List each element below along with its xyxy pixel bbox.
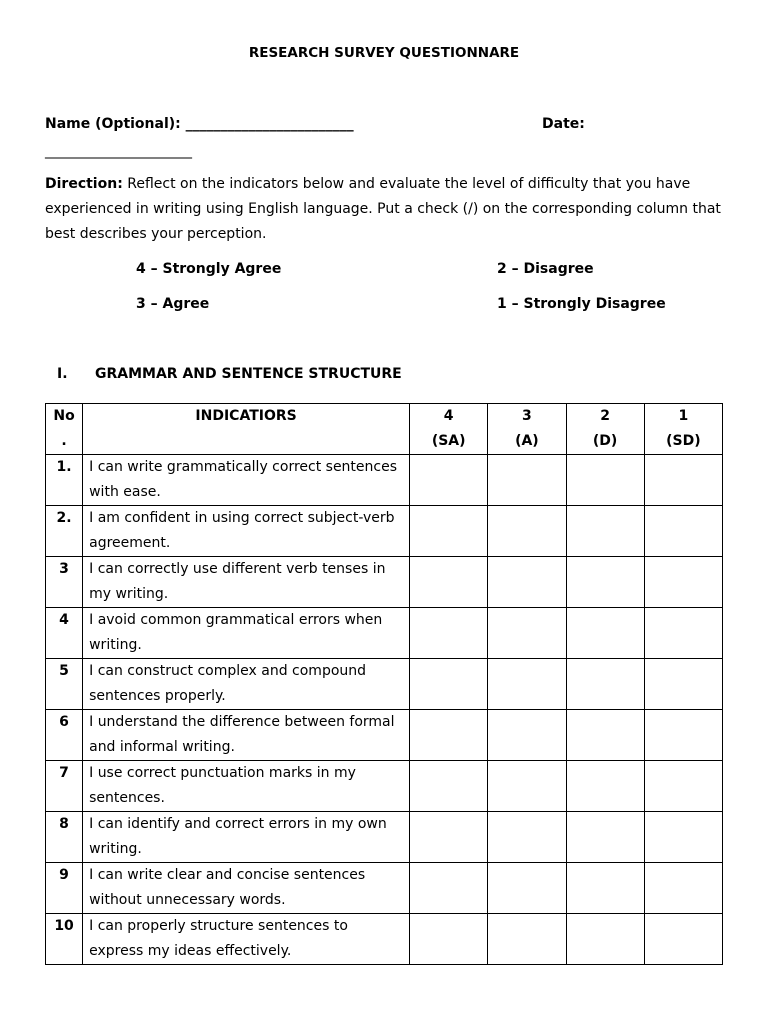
table-header-row [46, 404, 723, 455]
row-number: 10 [46, 914, 83, 965]
check-cell-strongly-agree[interactable] [410, 659, 488, 710]
table-row [46, 608, 723, 659]
row-number: 2. [46, 506, 83, 557]
check-cell-agree[interactable] [488, 608, 566, 659]
header-indicators: INDICATIORS [83, 404, 410, 455]
check-cell-strongly-agree[interactable] [410, 506, 488, 557]
check-cell-disagree[interactable] [566, 608, 644, 659]
table-row [46, 812, 723, 863]
row-number: 9 [46, 863, 83, 914]
check-cell-strongly-agree[interactable] [410, 455, 488, 506]
legend-strongly-disagree: 1 – Strongly Disagree [497, 296, 666, 312]
direction-text: Reflect on the indicators below and evaluate the level of difficulty that you have experienced in writing using English language. Put a check (/) on the corresponding column that best describes your perception. [45, 176, 721, 242]
header-strongly-disagree: 1 (SD) [644, 404, 722, 455]
section-number: I. [57, 366, 68, 382]
indicator-text: I can write grammatically correct sentences with ease. [83, 455, 410, 506]
check-cell-strongly-disagree[interactable] [644, 455, 722, 506]
check-cell-strongly-disagree[interactable] [644, 608, 722, 659]
check-cell-agree[interactable] [488, 557, 566, 608]
check-cell-strongly-disagree[interactable] [644, 761, 722, 812]
check-cell-disagree[interactable] [566, 455, 644, 506]
table-row [46, 761, 723, 812]
row-number: 3 [46, 557, 83, 608]
check-cell-agree[interactable] [488, 761, 566, 812]
indicator-table [45, 403, 723, 965]
indicator-text: I can construct complex and compound sentences properly. [83, 659, 410, 710]
check-cell-disagree[interactable] [566, 506, 644, 557]
check-cell-disagree[interactable] [566, 659, 644, 710]
legend-strongly-agree: 4 – Strongly Agree [136, 261, 282, 277]
check-cell-strongly-disagree[interactable] [644, 812, 722, 863]
check-cell-disagree[interactable] [566, 710, 644, 761]
header-no: No . [46, 404, 83, 455]
row-number: 1. [46, 455, 83, 506]
check-cell-strongly-disagree[interactable] [644, 659, 722, 710]
header-disagree: 2 (D) [566, 404, 644, 455]
row-number: 7 [46, 761, 83, 812]
date-label: Date: [542, 116, 585, 132]
document-title: RESEARCH SURVEY QUESTIONNARE [248, 45, 520, 61]
check-cell-agree[interactable] [488, 659, 566, 710]
check-cell-strongly-agree[interactable] [410, 608, 488, 659]
check-cell-strongly-agree[interactable] [410, 557, 488, 608]
table-row [46, 455, 723, 506]
check-cell-disagree[interactable] [566, 914, 644, 965]
check-cell-agree[interactable] [488, 914, 566, 965]
legend-agree: 3 – Agree [136, 296, 210, 312]
header-agree: 3 (A) [488, 404, 566, 455]
name-field: Name (Optional): ________________________ [45, 116, 354, 132]
check-cell-disagree[interactable] [566, 812, 644, 863]
indicator-text: I can correctly use different verb tenses in my writing. [83, 557, 410, 608]
indicator-text: I can identify and correct errors in my own writing. [83, 812, 410, 863]
direction-paragraph [45, 172, 725, 247]
section-title: GRAMMAR AND SENTENCE STRUCTURE [95, 366, 402, 382]
check-cell-agree[interactable] [488, 455, 566, 506]
header-strongly-agree: 4 (SA) [410, 404, 488, 455]
indicator-text: I avoid common grammatical errors when writing. [83, 608, 410, 659]
check-cell-agree[interactable] [488, 506, 566, 557]
date-field: _____________________ [45, 143, 192, 159]
check-cell-strongly-agree[interactable] [410, 761, 488, 812]
row-number: 6 [46, 710, 83, 761]
check-cell-strongly-disagree[interactable] [644, 863, 722, 914]
check-cell-agree[interactable] [488, 863, 566, 914]
check-cell-strongly-disagree[interactable] [644, 557, 722, 608]
indicator-text: I am confident in using correct subject-verb agreement. [83, 506, 410, 557]
indicator-text: I can properly structure sentences to express my ideas effectively. [83, 914, 410, 965]
check-cell-strongly-disagree[interactable] [644, 710, 722, 761]
indicator-text: I use correct punctuation marks in my sentences. [83, 761, 410, 812]
check-cell-disagree[interactable] [566, 557, 644, 608]
check-cell-strongly-agree[interactable] [410, 914, 488, 965]
check-cell-strongly-agree[interactable] [410, 710, 488, 761]
check-cell-strongly-agree[interactable] [410, 812, 488, 863]
check-cell-strongly-disagree[interactable] [644, 914, 722, 965]
table-row [46, 863, 723, 914]
indicator-text: I understand the difference between formal and informal writing. [83, 710, 410, 761]
table-row [46, 659, 723, 710]
section-heading [57, 366, 402, 382]
table-row [46, 914, 723, 965]
direction-label: Direction: [45, 176, 123, 192]
row-number: 8 [46, 812, 83, 863]
indicator-text: I can write clear and concise sentences without unnecessary words. [83, 863, 410, 914]
check-cell-disagree[interactable] [566, 863, 644, 914]
legend-disagree: 2 – Disagree [497, 261, 594, 277]
check-cell-disagree[interactable] [566, 761, 644, 812]
table-row [46, 557, 723, 608]
check-cell-agree[interactable] [488, 710, 566, 761]
check-cell-agree[interactable] [488, 812, 566, 863]
row-number: 4 [46, 608, 83, 659]
table-row [46, 710, 723, 761]
check-cell-strongly-disagree[interactable] [644, 506, 722, 557]
check-cell-strongly-agree[interactable] [410, 863, 488, 914]
row-number: 5 [46, 659, 83, 710]
table-row [46, 506, 723, 557]
